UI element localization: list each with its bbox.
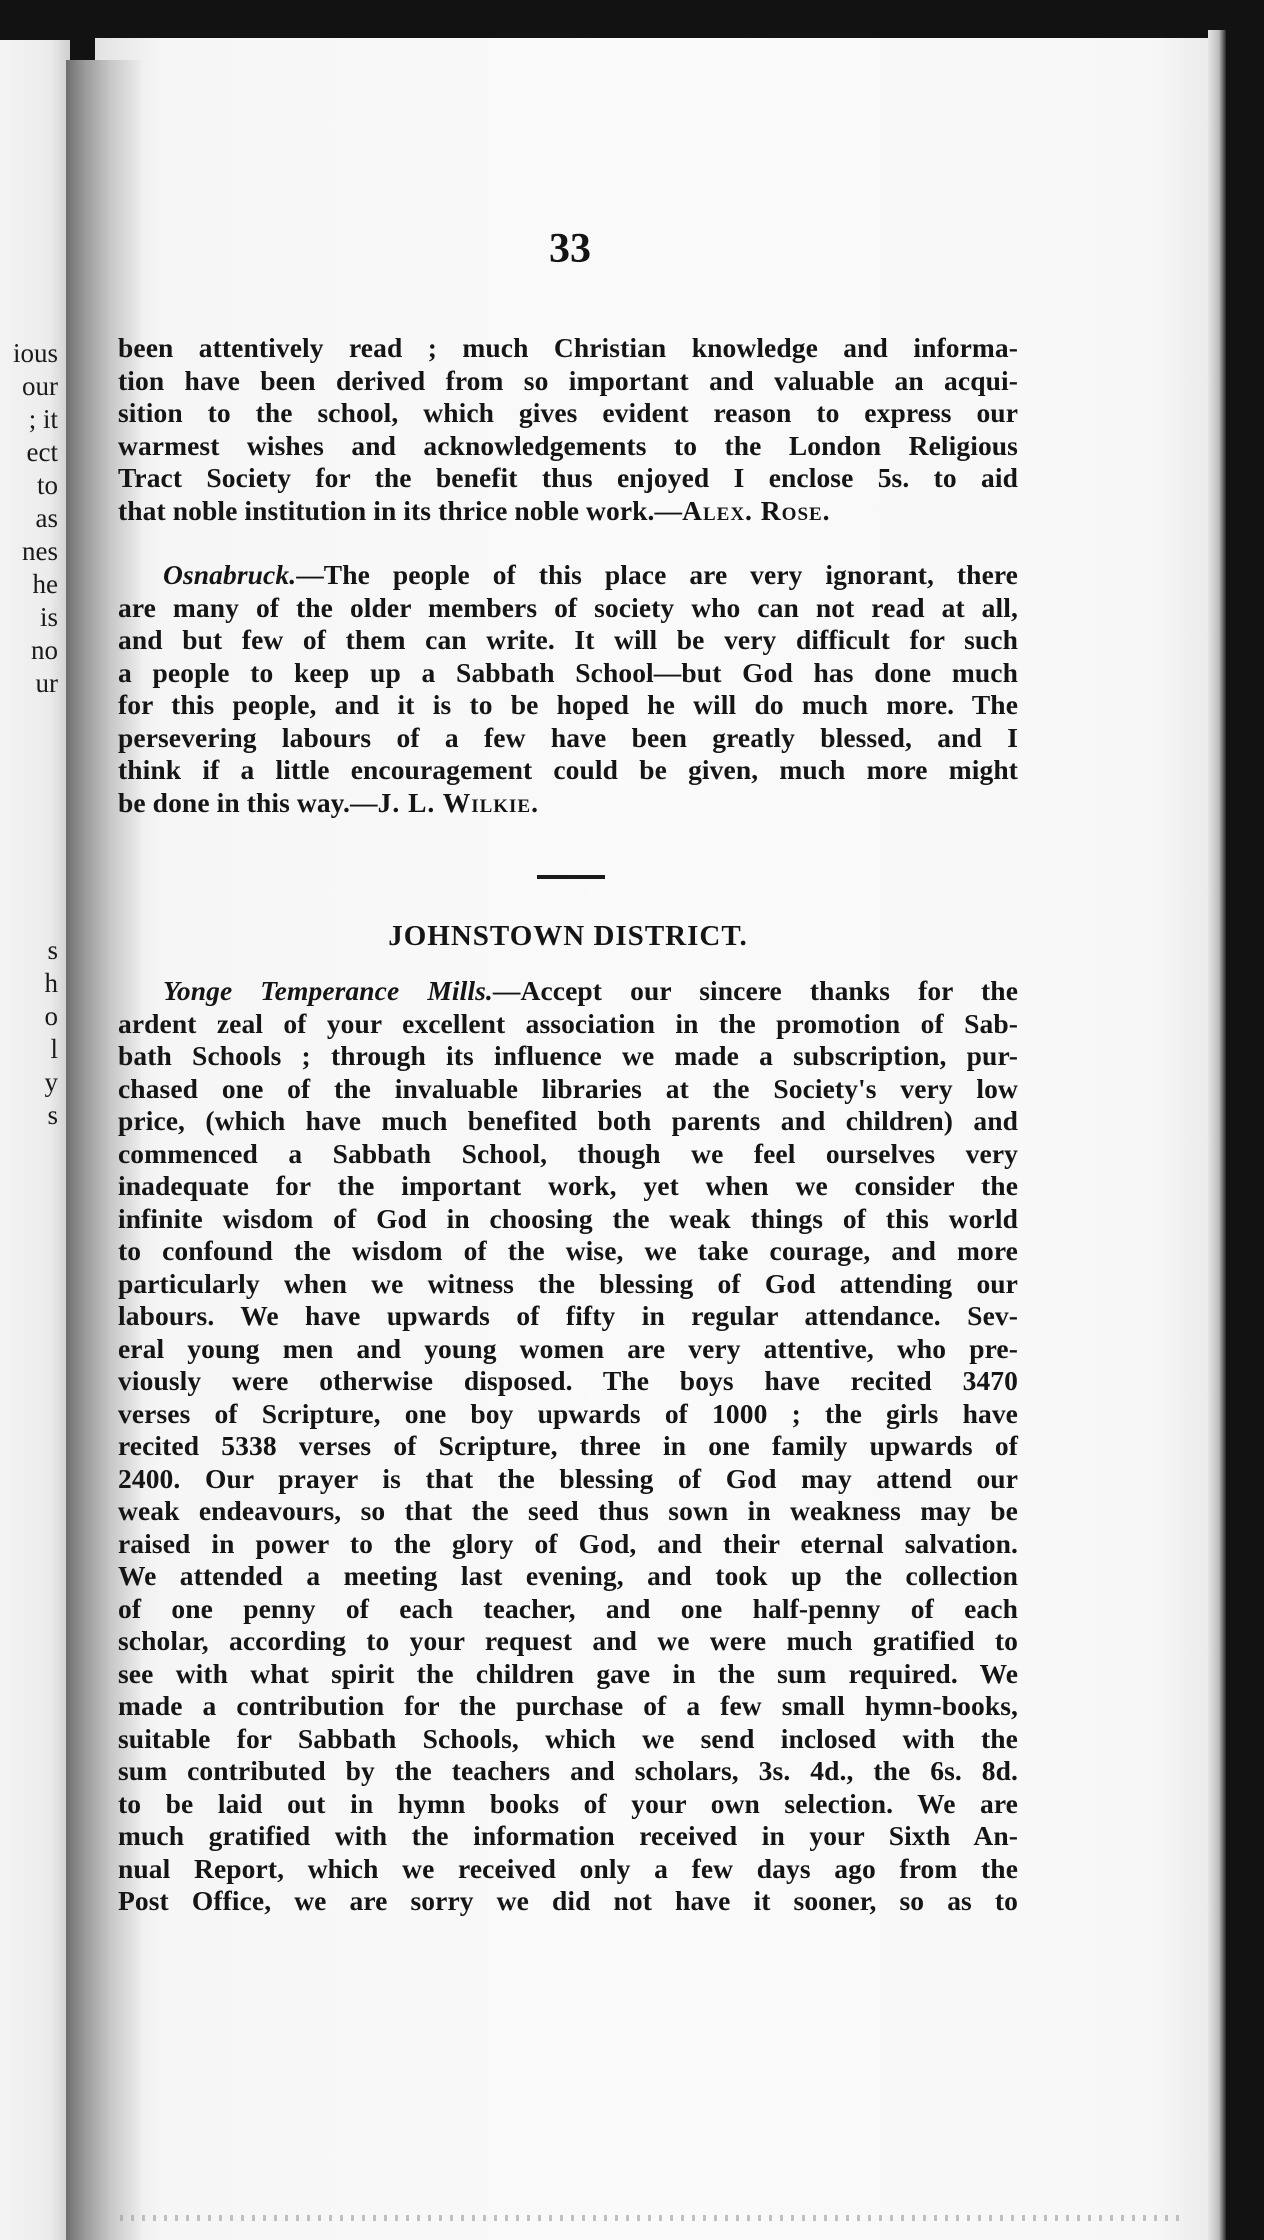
text-line-end: that noble institution in its thrice noble work.— [118, 494, 683, 526]
left-page-fragment: l [50, 1034, 58, 1064]
section-heading: JOHNSTOWN DISTRICT. [388, 920, 748, 952]
place-name: Yonge Temperance Mills. [163, 975, 493, 1006]
text-line: infinite wisdom of God in choosing the weak things of this world [118, 1202, 1018, 1234]
text-line: sum contributed by the teachers and scholars, 3s. 4d., the 6s. 8d. [118, 1755, 1018, 1786]
text-line: particularly when we witness the blessing of God attending our [118, 1267, 1018, 1299]
text-line: warmest wishes and acknowledgements to the London Religious [118, 429, 1018, 461]
text-line: viously were otherwise disposed. The boys have recited 3470 [118, 1365, 1018, 1396]
text-line-with-signature [118, 787, 1018, 820]
text-line-rest: —Accept our sincere thanks for the [492, 975, 1019, 1006]
text-line: recited 5338 verses of Scripture, three in one family upwards of [118, 1430, 1018, 1461]
text-line: verses of Scripture, one boy upwards of 1000 ; the girls have [118, 1397, 1018, 1429]
text-line: think if a little encouragement could be given, much more might [118, 754, 1018, 785]
text-line: labours. We have upwards of fifty in regular attendance. Sev- [118, 1300, 1018, 1331]
text-line: sition to the school, which gives evident reason to express our [118, 397, 1018, 428]
text-line: for this people, and it is to be hoped he will do much more. The [118, 689, 1018, 720]
text-line-rest: —The people of this place are very ignorant, there [296, 559, 1018, 590]
left-facing-page [0, 40, 70, 2240]
left-page-fragment: s [47, 935, 58, 965]
text-line: eral young men and young women are very attentive, who pre- [118, 1332, 1018, 1364]
left-page-fragment: ; it [28, 404, 58, 434]
text-line: nual Report, which we received only a few days ago from the [118, 1852, 1018, 1884]
left-page-fragment: ect [26, 437, 58, 467]
text-line: persevering labours of a few have been greatly blessed, and I [118, 721, 1018, 753]
text-line: commenced a Sabbath School, though we feel ourselves very [118, 1137, 1018, 1169]
text-line: chased one of the invaluable libraries at the Society's very low [118, 1072, 1018, 1104]
text-line: bath Schools ; through its influence we made a subscription, pur- [118, 1040, 1018, 1071]
text-line: raised in power to the glory of God, and their eternal salvation. [118, 1527, 1018, 1559]
text-line-first [118, 559, 1018, 592]
left-page-fragment: ious [12, 338, 58, 368]
text-line: of one penny of each teacher, and one half-penny of each [118, 1592, 1018, 1624]
text-line: and but few of them can write. It will be very difficult for such [118, 624, 1018, 655]
left-page-fragment: o [44, 1001, 58, 1031]
left-page-fragment: y [44, 1067, 58, 1097]
left-page-fragment: is [39, 602, 58, 632]
left-page-fragment: our [22, 371, 58, 401]
left-page-fragment: no [31, 635, 58, 665]
text-line-end: be done in this way.— [118, 786, 378, 818]
text-line: to confound the wisdom of the wise, we take courage, and more [118, 1235, 1018, 1266]
text-line: to be laid out in hymn books of your own selection. We are [118, 1787, 1018, 1819]
left-page-fragment: h [44, 968, 58, 998]
text-line: much gratified with the information received in your Sixth An- [118, 1820, 1018, 1851]
place-name: Osnabruck. [163, 559, 297, 590]
paragraph-osnabruck [118, 559, 1018, 819]
signature: J. L. Wilkie. [377, 786, 539, 818]
text-line: Tract Society for the benefit thus enjoyed I enclose 5s. to aid [118, 462, 1018, 493]
section-divider [537, 875, 605, 879]
page-edge [1208, 30, 1226, 2240]
page-bottom-speckle [120, 2215, 1180, 2221]
text-line: Post Office, we are sorry we did not have it sooner, so as to [118, 1885, 1018, 1916]
left-page-fragment: ur [35, 668, 58, 698]
left-page-fragment: s [47, 1100, 58, 1130]
signature: Alex. Rose. [682, 494, 831, 526]
text-line: 2400. Our prayer is that the blessing of God may attend our [118, 1462, 1018, 1494]
text-line: ardent zeal of your excellent association in the promotion of Sab- [118, 1007, 1018, 1039]
paragraph-yonge-temperance-mills [118, 975, 1018, 1918]
text-line: made a contribution for the purchase of a few small hymn-books, [118, 1690, 1018, 1721]
paragraph-continuation [118, 332, 1018, 527]
text-line-first [118, 975, 1018, 1008]
text-line: scholar, according to your request and we were much gratified to [118, 1625, 1018, 1656]
text-line: a people to keep up a Sabbath School—but God has done much [118, 656, 1018, 688]
text-line: We attended a meeting last evening, and took up the collection [118, 1560, 1018, 1591]
left-page-fragment: as [35, 503, 58, 533]
text-line: tion have been derived from so important and valuable an acqui- [118, 364, 1018, 396]
text-line: been attentively read ; much Christian knowledge and informa- [118, 332, 1018, 363]
page-number: 33 [549, 226, 591, 272]
text-line: inadequate for the important work, yet when we consider the [118, 1170, 1018, 1201]
left-page-fragment: nes [22, 536, 58, 566]
text-line: price, (which have much benefited both parents and children) and [118, 1105, 1018, 1136]
text-line: suitable for Sabbath Schools, which we send inclosed with the [118, 1722, 1018, 1754]
text-line: are many of the older members of society who can not read at all, [118, 591, 1018, 623]
text-line: weak endeavours, so that the seed thus sown in weakness may be [118, 1495, 1018, 1526]
text-line-with-signature [118, 495, 1018, 528]
left-page-fragment: he [32, 569, 58, 599]
text-line: see with what spirit the children gave in the sum required. We [118, 1657, 1018, 1689]
left-page-fragment: to [36, 470, 58, 500]
